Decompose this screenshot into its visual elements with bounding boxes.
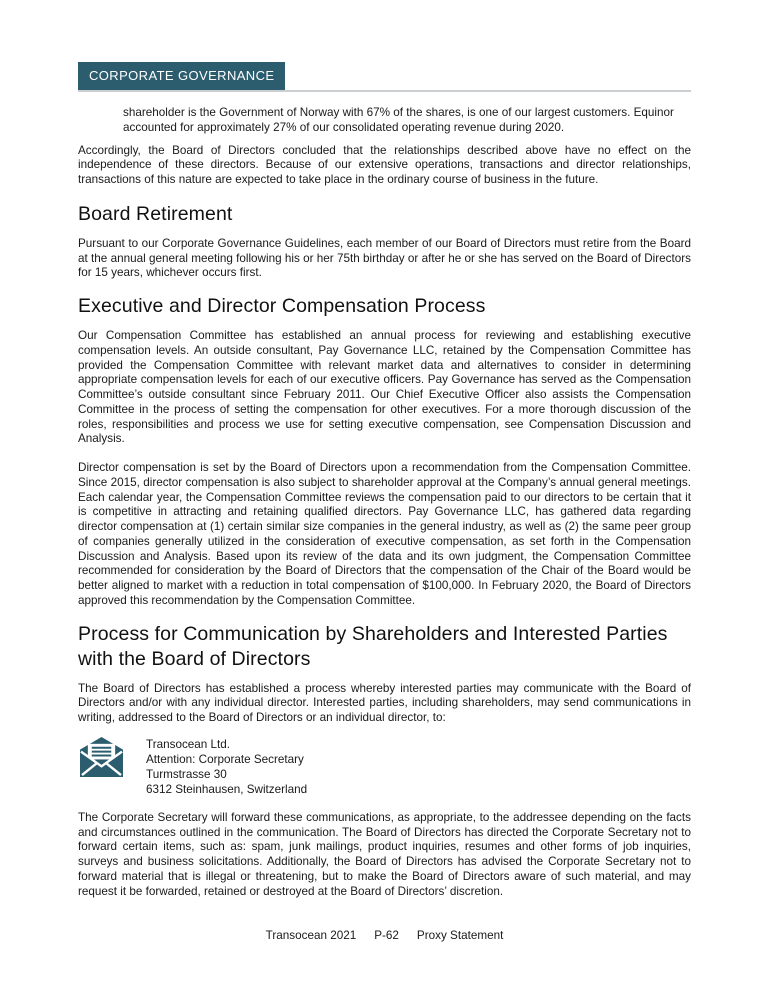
communication-paragraph: The Board of Directors has established a process whereby interested parties may communicate with the Board of Directors and/or with any individual director. Interested parties, including shareholders, may send communications in writing, addressed to the Board of Directors or an individual director, to: [78,681,691,724]
board-retirement-paragraph: Pursuant to our Corporate Governance Guidelines, each member of our Board of Directors must retire from the Board at the annual general meeting following his or her 75th birthday or after he or she has served on the Board of Directors for 15 years, whichever occurs first. [78,236,691,280]
address-line-2: Attention: Corporate Secretary [146,752,304,766]
badge-label: CORPORATE GOVERNANCE [89,68,275,83]
footer-company: Transocean 2021 [265,929,357,943]
footer-page-number: P-62 [374,929,399,943]
corporate-secretary-paragraph: The Corporate Secretary will forward these communications, as appropriate, to the addressee depending on the facts and circumstances outlined in the communication. The Board of Directors has directed the Corporate Secretary not to forward certain items, such as: spam, junk mailings, product inquiries, resumes and other forms of job inquiries, surveys and business solicitations. Additionally, the Board of Directors has advised the Corporate Secretary not to forward material that is illegal or threatening, but to make the Board of Directors aware of such material, and may request it be forwarded, retained or destroyed at the Board of Directors’ discretion. [78,810,691,898]
address-line-4: 6312 Steinhausen, Switzerland [146,782,308,796]
address-line-3: Turmstrasse 30 [146,767,227,781]
address-line-1: Transocean Ltd. [146,737,231,751]
document-header [78,62,691,92]
heading-communication-process: Process for Communication by Shareholders and Interested Parties with the Board of Directors [78,622,668,670]
address-block [80,737,691,797]
footer-label: Proxy Statement [416,929,504,943]
address-lines [146,737,307,797]
intro-paragraph: Accordingly, the Board of Directors concluded that the relationships described above have no effect on the independence of these directors. Because of our extensive operations, transactions and director relationships, transactions of this nature are expected to take place in the ordinary course of business in the future. [78,143,691,186]
heading-board-retirement: Board Retirement [78,202,233,225]
page-footer [78,929,691,943]
envelope-open-text-icon [80,737,123,777]
corporate-governance-badge [78,62,285,90]
intro-continued-paragraph: shareholder is the Government of Norway with 67% of the shares, is one of our largest customers. Equinor accounted for approximately 27% of our consolidated operating revenue during 2020. [123,106,674,134]
heading-compensation-process: Executive and Director Compensation Process [78,295,486,317]
compensation-paragraph-1: Our Compensation Committee has established an annual process for reviewing and establishing executive compensation levels. An outside consultant, Pay Governance LLC, retained by the Compensation Committee has provided the Compensation Committee with relevant market data and alternatives to consider in determining appropriate compensation levels for each of our executive officers. Pay Governance has served as the Compensation Committee’s outside consultant since February 2011. Our Chief Executive Officer also assists the Compensation Committee in the process of setting the compensation for other executives. For a more thorough discussion of the roles, responsibilities and process we use for setting executive compensation, see Compensation Discussion and Analysis. [78,329,691,446]
compensation-paragraph-2: Director compensation is set by the Board of Directors upon a recommendation from the Compensation Committee. Since 2015, director compensation is also subject to shareholder approval at the Company’s annual general meetings. Each calendar year, the Compensation Committee reviews the compensation paid to our directors to be certain that it is competitive in attracting and retaining qualified directors. Pay Governance LLC, has gathered data regarding director compensation at (1) certain similar size companies in the general industry, as well as (2) the same peer group of companies generally utilized in the consideration of executive compensation, as set forth in the Compensation Discussion and Analysis. Based upon its review of the data and its own judgment, the Compensation Committee recommended for consideration by the Board of Directors that the compensation of the Chair of the Board would be better aligned to market with a reduction in total compensation of $100,000. In February 2020, the Board of Directors approved this recommendation by the Compensation Committee. [78,461,691,607]
